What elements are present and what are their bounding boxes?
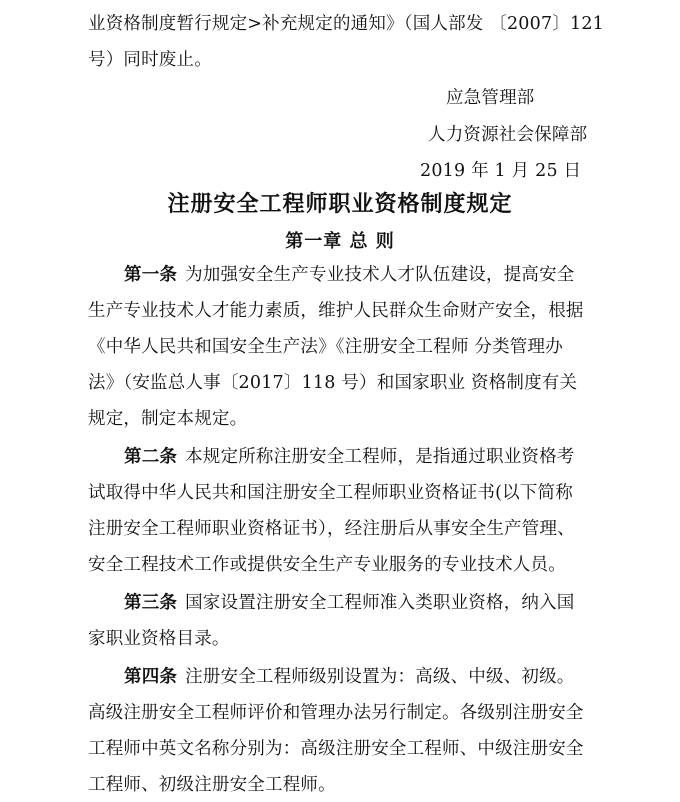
article-2-line-2: 试取得中华人民共和国注册安全工程师职业资格证书(以下简称 [88, 483, 573, 503]
article-3-line-1 [124, 591, 575, 615]
article-3-label: 第三条 [124, 593, 178, 613]
chapter-heading: 第一章 总 则 [285, 231, 395, 252]
article-2-label: 第二条 [124, 447, 178, 467]
article-4-line-4: 工程师、初级注册安全工程师。 [88, 775, 336, 795]
article-4-label: 第四条 [124, 667, 178, 687]
article-2-line-4: 安全工程技术工作或提供安全生产专业服务的专业技术人员。 [88, 555, 566, 575]
article-1-line-1 [124, 263, 575, 287]
article-4-line-2: 高级注册安全工程师评价和管理办法另行制定。各级别注册安全 [88, 703, 584, 723]
article-4-line-3: 工程师中英文名称分别为：高级注册安全工程师、中级注册安全 [88, 739, 584, 759]
article-3-text-1: 国家设置注册安全工程师准入类职业资格，纳入国 [185, 593, 575, 613]
article-2-text-1: 本规定所称注册安全工程师，是指通过职业资格考 [185, 447, 575, 467]
document-title: 注册安全工程师职业资格制度规定 [167, 192, 513, 217]
article-1-line-5: 规定，制定本规定。 [88, 409, 248, 429]
article-1-label: 第一条 [124, 265, 178, 285]
article-2-line-3: 注册安全工程师职业资格证书），经注册后从事安全生产管理、 [88, 519, 575, 539]
article-4-text-1: 注册安全工程师级别设置为：高级、中级、初级。 [185, 667, 575, 687]
article-3-line-2: 家职业资格目录。 [88, 629, 230, 649]
article-1-text-1: 为加强安全生产专业技术人才队伍建设，提高安全 [185, 265, 575, 285]
signature-org-emergency: 应急管理部 [446, 88, 535, 108]
preamble-line-2: 号）同时废止。 [88, 50, 212, 70]
article-1-line-2: 生产专业技术人才能力素质，维护人民群众生命财产安全，根据 [88, 301, 584, 321]
article-1-line-4: 法》（安监总人事〔2017〕118 号）和国家职业 资格制度有关 [88, 373, 578, 393]
article-2-line-1 [124, 445, 575, 469]
preamble-line-1: 业资格制度暂行规定>补充规定的通知》（国人部发 〔2007〕121 [88, 14, 605, 34]
article-1-line-3: 《中华人民共和国安全生产法》《注册安全工程师 分类管理办 [88, 337, 563, 357]
signature-org-hr: 人力资源社会保障部 [428, 125, 588, 145]
signature-date: 2019 年 1 月 25 日 [420, 161, 582, 181]
article-4-line-1 [124, 665, 575, 689]
